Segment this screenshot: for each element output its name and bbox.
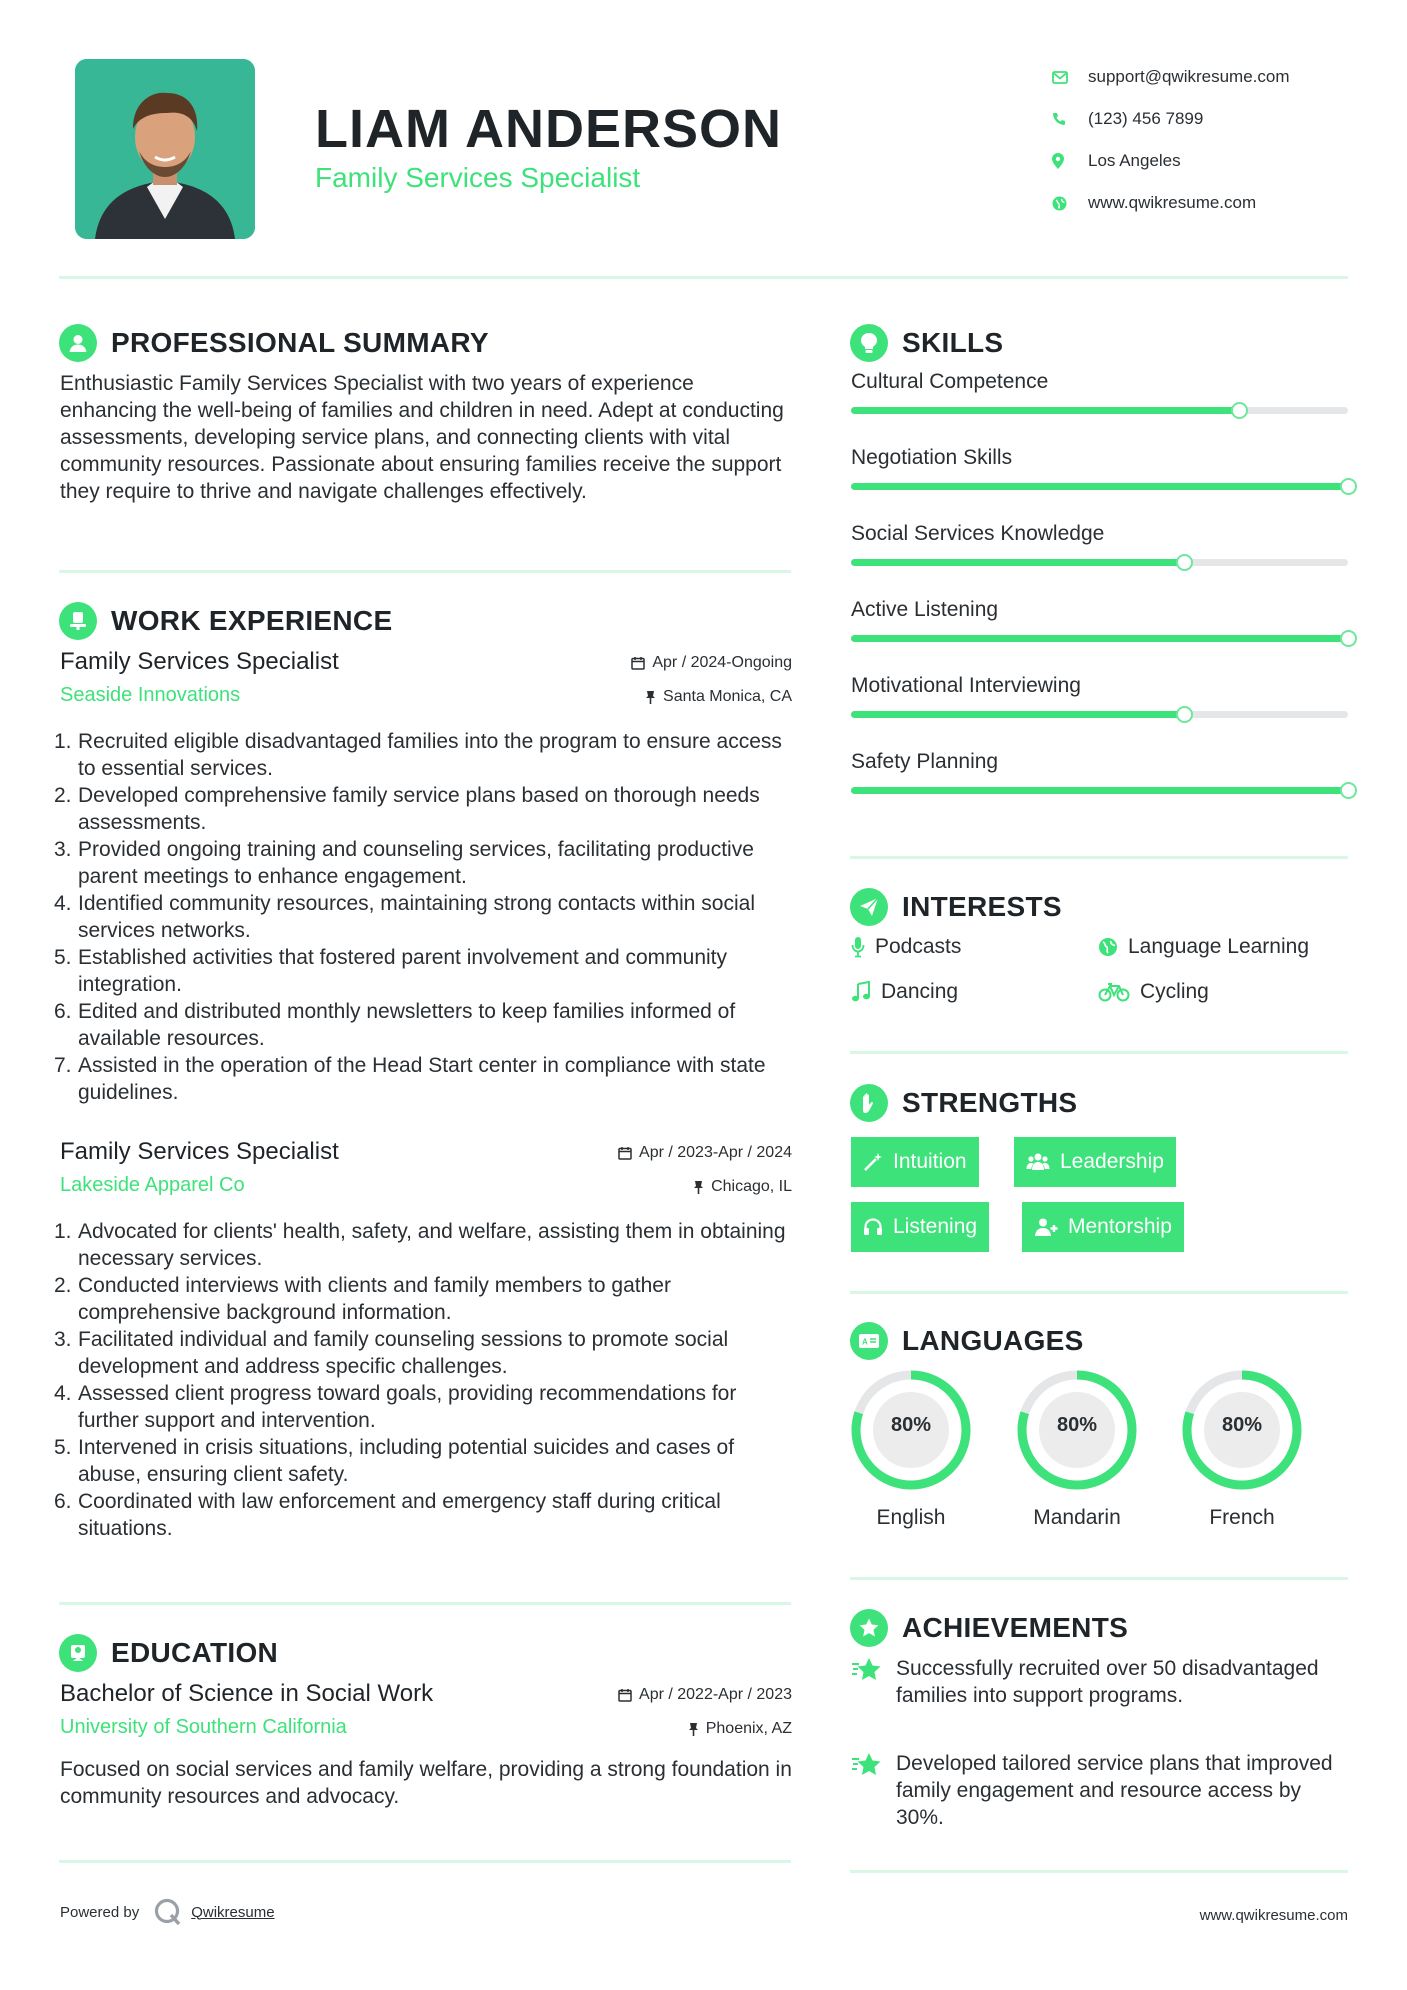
svg-text:A: A — [862, 1337, 868, 1347]
pushpin-icon — [645, 690, 656, 704]
pushpin-icon — [688, 1722, 699, 1736]
contact-phone[interactable]: (123) 456 7899 — [1050, 98, 1350, 140]
education-text: Focused on social services and family welfare, providing a strong foundation in community resources and advocacy. — [60, 1758, 792, 1808]
skill-item — [851, 522, 1348, 598]
job-location: Chicago, IL — [693, 1178, 792, 1196]
hand-icon — [850, 1084, 888, 1122]
education-location: Phoenix, AZ — [688, 1720, 792, 1738]
skill-bar-knob — [1340, 782, 1357, 799]
star-icon — [850, 1609, 888, 1647]
location-pin-icon — [1050, 153, 1088, 169]
skills-divider — [850, 856, 1348, 859]
job-entry — [54, 648, 792, 1104]
pushpin-icon — [693, 1180, 704, 1194]
qwikresume-logo-icon — [153, 1897, 183, 1927]
language-name: French — [1209, 1506, 1275, 1529]
job-location: Santa Monica, CA — [645, 688, 792, 706]
education-date: Apr / 2022-Apr / 2023 — [618, 1686, 792, 1704]
contact-email[interactable]: support@qwikresume.com — [1050, 56, 1350, 98]
candidate-role: Family Services Specialist — [315, 162, 641, 193]
headphones-icon — [863, 1217, 883, 1237]
language-percent: 80% — [1221, 1414, 1263, 1436]
job-entry — [54, 1138, 792, 1540]
calendar-icon — [631, 656, 645, 670]
footer-powered-by: Powered by Qwikresume — [60, 1897, 275, 1927]
experience-heading: WORK EXPERIENCE — [59, 602, 392, 640]
languages-heading: A LANGUAGES — [850, 1322, 1084, 1360]
skill-bar-track — [851, 483, 1348, 490]
globe-icon — [1050, 196, 1088, 211]
skill-bar-fill — [851, 711, 1184, 718]
music-note-icon — [851, 981, 871, 1003]
skill-item — [851, 446, 1348, 522]
skill-bar-fill — [851, 407, 1239, 414]
job-bullets — [54, 1218, 792, 1542]
skill-bar-fill — [851, 787, 1348, 794]
star-icon — [851, 1657, 883, 1688]
interests-divider — [850, 1051, 1348, 1054]
job-title: Family Services Specialist — [60, 648, 339, 675]
contact-location: Los Angeles — [1050, 140, 1350, 182]
skill-bar-fill — [851, 635, 1348, 642]
interest-item: Dancing — [851, 980, 958, 1004]
lightbulb-icon — [850, 324, 888, 362]
users-icon — [1026, 1152, 1050, 1172]
list-item: 3. Facilitated individual and family counseling sessions to promote social development and address specific challenges. — [54, 1328, 729, 1378]
language-name: English — [876, 1506, 946, 1529]
list-item: 1. Recruited eligible disadvantaged families into the program to ensure access to essential services. — [54, 730, 782, 780]
microphone-icon — [851, 936, 865, 958]
strength-tag: Mentorship — [1022, 1202, 1184, 1252]
skill-item — [851, 370, 1348, 446]
skill-item — [851, 674, 1348, 750]
star-icon — [851, 1752, 883, 1783]
education-entry — [60, 1680, 792, 1808]
header-divider — [59, 276, 1348, 279]
achievements-divider — [850, 1870, 1348, 1873]
interest-item: Language Learning — [1098, 935, 1309, 959]
phone-icon — [1050, 112, 1088, 126]
degree-title: Bachelor of Science in Social Work — [60, 1680, 434, 1707]
interests-heading: INTERESTS — [850, 888, 1062, 926]
strength-tag: Leadership — [1014, 1137, 1176, 1187]
summary-text: Enthusiastic Family Services Specialist with two years of experience enhancing the well-being of families and children in need. Adept at conducting assessments, developing service plans, and connecting clients with vital community resources. Passionate about ensuring families receive the support they require to thrive and navigate challenges effectively. — [60, 372, 784, 503]
skill-bar-knob — [1231, 402, 1248, 419]
skill-name: Active Listening — [851, 598, 999, 621]
skills-heading: SKILLS — [850, 324, 1003, 362]
education-heading: EDUCATION — [59, 1634, 278, 1672]
magic-wand-icon — [863, 1152, 883, 1172]
briefcase-icon — [59, 602, 97, 640]
footer-website-link[interactable]: www.qwikresume.com — [1199, 1907, 1348, 1924]
achievement-item: Developed tailored service plans that improved family engagement and resource access by 30%. — [851, 1750, 1348, 1831]
skill-name: Motivational Interviewing — [851, 674, 1081, 697]
language-item — [1180, 1368, 1304, 1530]
id-card-icon — [850, 1322, 888, 1360]
skill-bar-knob — [1340, 630, 1357, 647]
skill-name: Social Services Knowledge — [851, 522, 1105, 545]
strengths-heading: STRENGTHS — [850, 1084, 1077, 1122]
summary-divider — [59, 570, 791, 573]
language-item — [849, 1368, 973, 1530]
interest-item: Podcasts — [851, 935, 961, 959]
user-icon — [59, 324, 97, 362]
job-company: Seaside Innovations — [60, 684, 241, 706]
skill-name: Safety Planning — [851, 750, 999, 773]
skill-bar-track — [851, 787, 1348, 794]
skill-name: Negotiation Skills — [851, 446, 1013, 469]
language-item — [1015, 1368, 1139, 1530]
skill-bar-track — [851, 559, 1348, 566]
list-item: 4. Identified community resources, maintaining strong contacts within social services networks. — [54, 892, 755, 942]
calendar-icon — [618, 1688, 632, 1702]
strength-tag: Intuition — [851, 1137, 979, 1187]
job-date: Apr / 2024-Ongoing — [631, 654, 792, 672]
envelope-icon — [1050, 71, 1088, 84]
list-item: 3. Provided ongoing training and counseling services, facilitating productive parent meetings to enhance engagement. — [54, 838, 754, 888]
list-item: 5. Intervened in crisis situations, including potential suicides and cases of abuse, ensuring client safety. — [54, 1436, 735, 1486]
language-percent: 80% — [1056, 1414, 1098, 1436]
list-item: 7. Assisted in the operation of the Head Start center in compliance with state guidelines. — [54, 1054, 766, 1104]
experience-divider — [59, 1602, 791, 1605]
qwikresume-link[interactable]: Qwikresume — [191, 1903, 275, 1921]
skill-bar-fill — [851, 483, 1348, 490]
list-item: 2. Conducted interviews with clients and family members to gather comprehensive background information. — [54, 1274, 671, 1324]
achievements-heading: ACHIEVEMENTS — [850, 1609, 1128, 1647]
contact-list — [1050, 56, 1350, 224]
skill-bar-track — [851, 711, 1348, 718]
bicycle-icon — [1098, 982, 1130, 1002]
education-divider — [59, 1860, 791, 1863]
paper-plane-icon — [850, 888, 888, 926]
language-percent: 80% — [890, 1414, 932, 1436]
user-plus-icon — [1034, 1217, 1058, 1237]
school-name: University of Southern California — [60, 1716, 347, 1738]
skill-bar-knob — [1176, 554, 1193, 571]
list-item: 1. Advocated for clients' health, safety, and welfare, assisting them in obtaining necessary services. — [54, 1220, 786, 1270]
list-item: 6. Edited and distributed monthly newsletters to keep families informed of available resources. — [54, 1000, 736, 1050]
job-date: Apr / 2023-Apr / 2024 — [618, 1144, 792, 1162]
calendar-icon — [618, 1146, 632, 1160]
graduation-icon — [59, 1634, 97, 1672]
summary-heading: PROFESSIONAL SUMMARY — [59, 324, 489, 362]
skill-bar-knob — [1340, 478, 1357, 495]
skill-bar-track — [851, 407, 1348, 414]
job-bullets — [54, 728, 792, 1106]
list-item: 6. Coordinated with law enforcement and emergency staff during critical situations. — [54, 1490, 721, 1540]
list-item: 5. Established activities that fostered parent involvement and community integration. — [54, 946, 728, 996]
skill-bar-fill — [851, 559, 1184, 566]
job-company: Lakeside Apparel Co — [60, 1174, 245, 1196]
interest-item: Cycling — [1098, 980, 1209, 1004]
strengths-divider — [850, 1291, 1348, 1294]
skill-bar-knob — [1176, 706, 1193, 723]
list-item: 2. Developed comprehensive family service plans based on thorough needs assessments. — [54, 784, 760, 834]
achievement-item: Successfully recruited over 50 disadvantaged families into support programs. — [851, 1655, 1348, 1709]
languages-divider — [850, 1577, 1348, 1580]
globe-icon — [1098, 937, 1118, 957]
skill-name: Cultural Competence — [851, 370, 1049, 393]
strength-tag: Listening — [851, 1202, 989, 1252]
skill-bar-track — [851, 635, 1348, 642]
job-title: Family Services Specialist — [60, 1138, 339, 1165]
candidate-name: LIAM ANDERSON — [315, 99, 782, 159]
contact-website[interactable]: www.qwikresume.com — [1050, 182, 1350, 224]
skill-item — [851, 750, 1348, 826]
skill-item — [851, 598, 1348, 674]
profile-photo — [75, 59, 255, 239]
list-item: 4. Assessed client progress toward goals, providing recommendations for further support and intervention. — [54, 1382, 737, 1432]
language-name: Mandarin — [1033, 1506, 1121, 1529]
